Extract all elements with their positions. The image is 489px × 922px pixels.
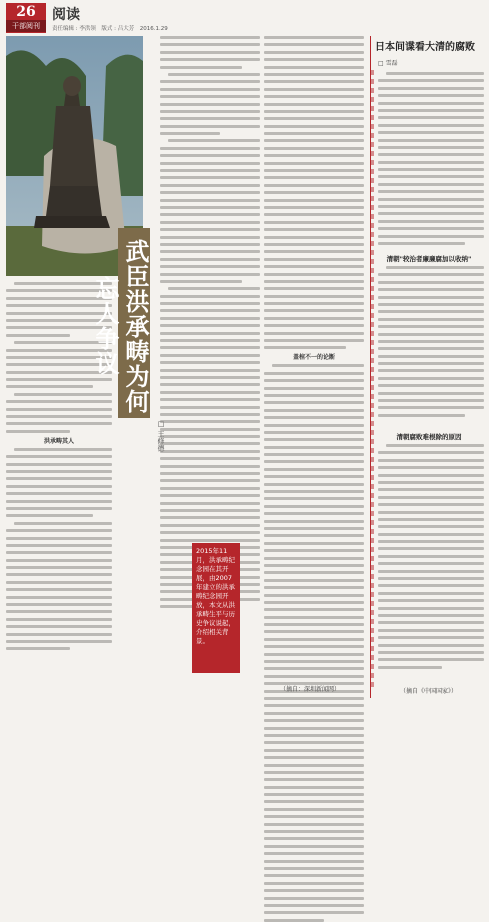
editor-info: 责任编辑 : 李洪领 版式 : 吕大芳 2016.1.29 bbox=[52, 26, 168, 32]
body-text-4 bbox=[264, 36, 364, 349]
side-article-title: 日本间谍看大清的腐败 bbox=[375, 42, 475, 53]
page-number-badge bbox=[6, 3, 46, 33]
page-number: 26 bbox=[16, 4, 36, 20]
side-divider bbox=[371, 70, 374, 690]
body-text-2 bbox=[6, 448, 112, 651]
body-text-3 bbox=[160, 36, 260, 608]
side-article-byline: □ 雪磊 bbox=[378, 60, 398, 67]
subhead-1: 洪承畴其人 bbox=[43, 437, 74, 445]
side-column-text-1 bbox=[378, 72, 484, 245]
page-header bbox=[6, 3, 306, 33]
side-body-3 bbox=[378, 444, 484, 669]
side-body-2 bbox=[378, 266, 484, 417]
subhead-2: 盖棺不一的论断 bbox=[292, 354, 335, 362]
column-title: 阅读 bbox=[52, 7, 80, 23]
side-column-text-2 bbox=[378, 266, 484, 417]
side-subhead-1: 清朝"较治者廉廉腐加以收纳" bbox=[386, 255, 472, 263]
article-author: □ 王修德 bbox=[157, 420, 165, 452]
article-title: 武臣洪承畴为何忘人争议 bbox=[118, 228, 150, 418]
article-column-3 bbox=[264, 36, 364, 922]
side-column-text-3 bbox=[378, 444, 484, 669]
side-article-source: （摘自《中国国家》） bbox=[400, 688, 458, 695]
body-text-5 bbox=[264, 364, 364, 921]
section-name: 干部阅刊 bbox=[6, 20, 46, 32]
side-subhead-2: 清朝腐败难根除的原因 bbox=[396, 433, 462, 441]
article-column-2 bbox=[160, 36, 260, 608]
article-credit: （摘自：深圳新闻网） bbox=[280, 686, 341, 693]
side-body-1 bbox=[378, 72, 484, 245]
article-abstract: 2015年11月，洪承畴纪念园在其开展，由2007年建立的洪承畴纪念园开放，本文从洪承畴生平与历史争议说起，介绍相关背景。 bbox=[192, 543, 240, 673]
